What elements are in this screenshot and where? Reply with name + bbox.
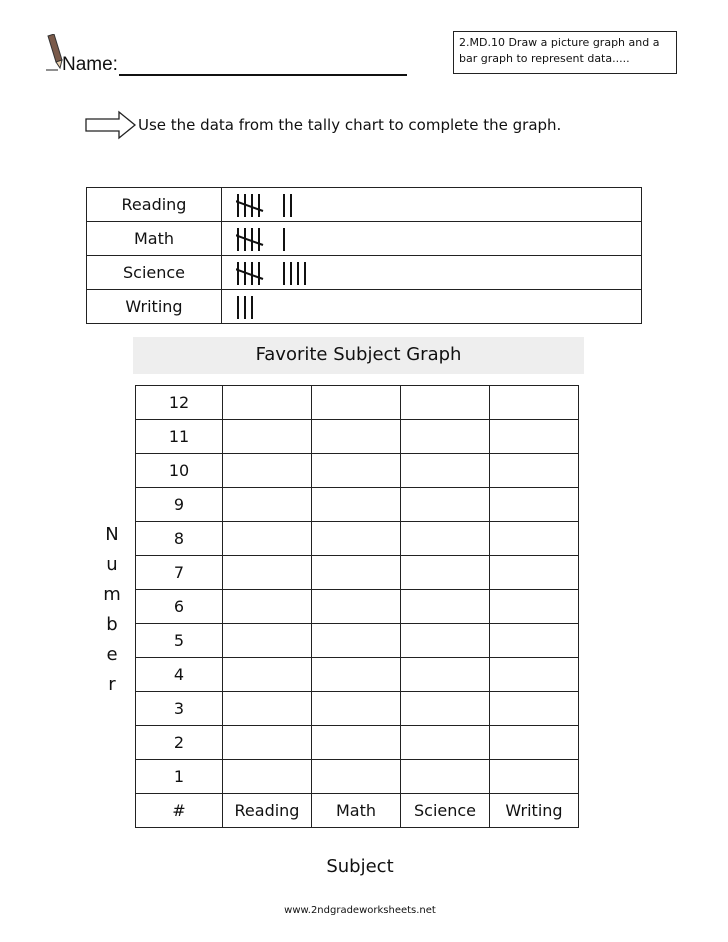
tally-chart: [86, 187, 642, 324]
y-tick-label: 12: [136, 386, 223, 420]
grid-cell[interactable]: [312, 386, 401, 420]
grid-cell[interactable]: [490, 658, 579, 692]
tally-row: [87, 256, 642, 290]
grid-cell[interactable]: [490, 454, 579, 488]
y-axis-letter: N: [105, 524, 119, 545]
tally-cell: [222, 188, 642, 222]
standard-line-1: 2.MD.10 Draw a picture graph and a: [459, 36, 660, 49]
y-tick-label: 5: [136, 624, 223, 658]
corner-label: #: [136, 794, 223, 828]
grid-cell[interactable]: [223, 624, 312, 658]
grid-cell[interactable]: [223, 760, 312, 794]
grid-cell[interactable]: [312, 590, 401, 624]
name-input-line[interactable]: [119, 74, 407, 76]
arrow-right-icon: [85, 110, 137, 140]
grid-cell[interactable]: [401, 454, 490, 488]
grid-cell[interactable]: [490, 556, 579, 590]
grid-cell[interactable]: [401, 386, 490, 420]
tally-cell: [222, 290, 642, 324]
y-axis-letter: b: [106, 614, 118, 635]
grid-cell[interactable]: [312, 726, 401, 760]
y-tick-label: 8: [136, 522, 223, 556]
grid-row: [136, 420, 579, 454]
category-label: Writing: [490, 794, 579, 828]
y-axis-letter: m: [103, 584, 121, 605]
grid-cell[interactable]: [490, 590, 579, 624]
grid-cell[interactable]: [223, 454, 312, 488]
grid-cell[interactable]: [312, 658, 401, 692]
y-tick-label: 6: [136, 590, 223, 624]
tally-subject: Reading: [87, 188, 222, 222]
grid-cell[interactable]: [490, 420, 579, 454]
grid-cell[interactable]: [223, 420, 312, 454]
grid-cell[interactable]: [490, 624, 579, 658]
tally-row: [87, 188, 642, 222]
grid-cell[interactable]: [223, 488, 312, 522]
grid-row: [136, 692, 579, 726]
grid-cell[interactable]: [223, 590, 312, 624]
tally-subject: Science: [87, 256, 222, 290]
grid-cell[interactable]: [312, 522, 401, 556]
grid-cell[interactable]: [312, 488, 401, 522]
grid-row: [136, 386, 579, 420]
grid-cell[interactable]: [223, 556, 312, 590]
grid-cell[interactable]: [401, 522, 490, 556]
grid-cell[interactable]: [490, 488, 579, 522]
grid-row: [136, 658, 579, 692]
graph-title: Favorite Subject Graph: [255, 344, 462, 365]
graph-title-band: [133, 337, 584, 374]
grid-row: [136, 454, 579, 488]
instruction-text: Use the data from the tally chart to complete the graph.: [138, 116, 562, 134]
grid-row: [136, 760, 579, 794]
tally-marks: [236, 191, 302, 219]
tally-marks: [236, 293, 263, 321]
y-tick-label: 7: [136, 556, 223, 590]
y-tick-label: 4: [136, 658, 223, 692]
y-tick-label: 1: [136, 760, 223, 794]
footer-url: www.2ndgradeworksheets.net: [284, 905, 436, 916]
grid-cell[interactable]: [312, 624, 401, 658]
grid-cell[interactable]: [312, 760, 401, 794]
grid-cell[interactable]: [312, 556, 401, 590]
grid-cell[interactable]: [223, 658, 312, 692]
grid-cell[interactable]: [312, 454, 401, 488]
grid-row: [136, 726, 579, 760]
y-axis-letter: r: [108, 674, 116, 695]
standard-line-2: bar graph to represent data.....: [459, 52, 630, 65]
name-row: [44, 34, 414, 84]
grid-cell[interactable]: [401, 556, 490, 590]
grid-cell[interactable]: [401, 624, 490, 658]
y-tick-label: 3: [136, 692, 223, 726]
grid-row: [136, 590, 579, 624]
grid-cell[interactable]: [223, 692, 312, 726]
grid-cell[interactable]: [223, 386, 312, 420]
y-axis-letter: e: [106, 644, 118, 665]
category-label: Math: [312, 794, 401, 828]
y-tick-label: 10: [136, 454, 223, 488]
tally-subject: Math: [87, 222, 222, 256]
grid-cell[interactable]: [401, 590, 490, 624]
tally-cell: [222, 222, 642, 256]
grid-cell[interactable]: [401, 420, 490, 454]
tally-cell: [222, 256, 642, 290]
grid-cell[interactable]: [401, 760, 490, 794]
grid-row: [136, 556, 579, 590]
grid-cell[interactable]: [490, 386, 579, 420]
bar-graph-grid: [135, 385, 579, 828]
grid-cell[interactable]: [312, 692, 401, 726]
tally-marks: [236, 259, 316, 287]
grid-cell[interactable]: [401, 726, 490, 760]
standard-box: [453, 31, 677, 74]
y-axis-title: [97, 520, 127, 700]
y-axis-letter: u: [106, 554, 118, 575]
grid-row: [136, 624, 579, 658]
y-tick-label: 2: [136, 726, 223, 760]
grid-cell[interactable]: [223, 726, 312, 760]
category-label: Reading: [223, 794, 312, 828]
category-label: Science: [401, 794, 490, 828]
y-tick-label: 9: [136, 488, 223, 522]
grid-row: [136, 488, 579, 522]
tally-row: [87, 222, 642, 256]
grid-cell[interactable]: [490, 760, 579, 794]
grid-cell[interactable]: [490, 692, 579, 726]
tally-marks: [236, 225, 295, 253]
grid-cell[interactable]: [490, 522, 579, 556]
tally-row: [87, 290, 642, 324]
x-axis-title: Subject: [326, 856, 394, 877]
grid-cell[interactable]: [401, 488, 490, 522]
grid-cell[interactable]: [223, 522, 312, 556]
grid-cell[interactable]: [312, 420, 401, 454]
grid-cell[interactable]: [490, 726, 579, 760]
category-row: [136, 794, 579, 828]
grid-row: [136, 522, 579, 556]
tally-subject: Writing: [87, 290, 222, 324]
grid-cell[interactable]: [401, 658, 490, 692]
name-label: Name:: [62, 54, 118, 75]
y-tick-label: 11: [136, 420, 223, 454]
grid-cell[interactable]: [401, 692, 490, 726]
